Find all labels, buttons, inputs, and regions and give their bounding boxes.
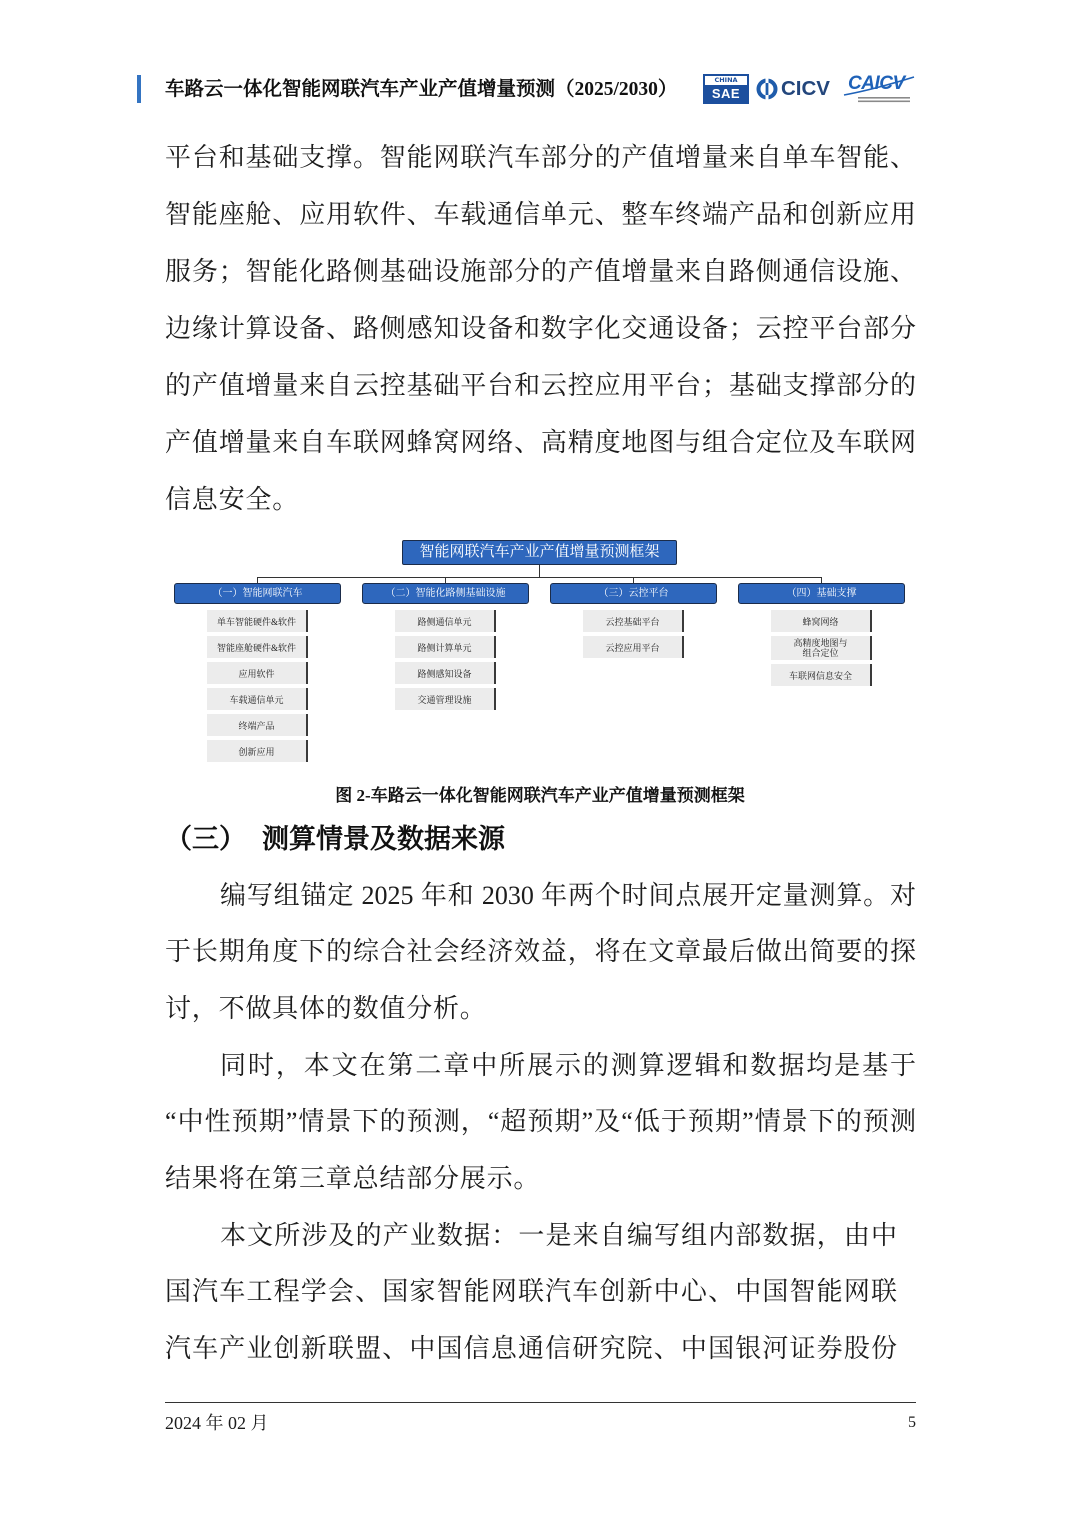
diagram-item [771,636,872,660]
sae-logo-top-text: CHINA [714,76,738,84]
china-sae-logo [703,74,749,104]
diagram-column-infrastructure [771,610,872,686]
diagram-column-roadside [395,610,496,710]
section-heading [165,822,505,856]
sae-logo-bottom-text: SAE [705,85,747,102]
diagram-item: 云控基础平台 [583,610,684,632]
diagram-item: 交通管理设施 [395,688,496,710]
page-number: 5 [908,1414,916,1431]
diagram-item: 创新应用 [207,740,308,762]
running-header-title: 车路云一体化智能网联汽车产业产值增量预测（2025/2030） [165,79,678,100]
section-title: 测算情景及数据来源 [262,824,505,854]
diagram-item: 路侧通信单元 [395,610,496,632]
diagram-item: 路侧计算单元 [395,636,496,658]
caicv-logo-text: CAICV [848,73,905,94]
body-line: 本文所涉及的产业数据：一是来自编写组内部数据，由中 [220,1221,897,1250]
diagram-item: 应用软件 [207,662,308,684]
diagram-item: 云控应用平台 [583,636,684,658]
diagram-category-infrastructure: （四）基础支撑 [738,583,905,604]
section-number: （三） [165,824,246,854]
diagram-root-box: 智能网联汽车产业产值增量预测框架 [402,540,677,565]
diagram-item: 终端产品 [207,714,308,736]
diagram-item: 车联网信息安全 [771,664,872,686]
diagram-item: 车载通信单元 [207,688,308,710]
body-line: 讨，不做具体的数值分析。 [165,994,487,1023]
diagram-item: 蜂窝网络 [771,610,872,632]
diagram-connector [539,565,540,577]
diagram-connector [258,577,822,578]
body-line: 智能座舱、应用软件、车载通信单元、整车终端产品和创新应用 [165,200,916,229]
header-accent-bar [137,75,141,103]
body-line: 同时，本文在第二章中所展示的测算逻辑和数据均是基于 [220,1051,916,1080]
body-line: 的产值增量来自云控基础平台和云控应用平台；基础支撑部分的 [165,371,916,400]
body-line: 编写组锚定 2025 年和 2030 年两个时间点展开定量测算。对 [220,881,916,910]
diagram-category-roadside: （二）智能化路侧基础设施 [362,583,529,604]
figure-caption: 图 2-车路云一体化智能网联汽车产业产值增量预测框架 [335,786,745,805]
diagram-column-cloud [583,610,684,658]
diagram-item: 单车智能硬件&软件 [207,610,308,632]
body-line: 平台和基础支撑。智能网联汽车部分的产值增量来自单车智能、 [165,143,916,172]
body-line: 信息安全。 [165,485,300,514]
diagram-item-label: 高精度地图与组合定位 [793,638,848,658]
diagram-column-vehicle [207,610,308,762]
body-line: 汽车产业创新联盟、中国信息通信研究院、中国银河证券股份 [165,1334,897,1363]
cicv-logo-icon [756,78,778,100]
body-line: 边缘计算设备、路侧感知设备和数字化交通设备；云控平台部分 [165,314,916,343]
diagram-item: 智能座舱硬件&软件 [207,636,308,658]
body-line: 服务；智能化路侧基础设施部分的产值增量来自路侧通信设施、 [165,257,916,286]
diagram-category-vehicle: （一）智能网联汽车 [174,583,341,604]
body-line: 产值增量来自车联网蜂窝网络、高精度地图与组合定位及车联网 [165,428,916,457]
cicv-logo-text: CICV [781,77,830,100]
diagram-category-cloud: （三）云控平台 [550,583,717,604]
caicv-logo [842,73,916,105]
body-line: 于长期角度下的综合社会经济效益，将在文章最后做出简要的探 [165,937,916,966]
body-line: “中性预期”情景下的预测，“超预期”及“低于预期”情景下的预测 [165,1107,916,1136]
diagram-item: 路侧感知设备 [395,662,496,684]
footer-rule [165,1402,916,1403]
body-line: 结果将在第三章总结部分展示。 [165,1164,541,1193]
footer-date: 2024 年 02 月 [165,1413,269,1433]
body-line: 国汽车工程学会、国家智能网联汽车创新中心、中国智能网联 [165,1277,897,1306]
